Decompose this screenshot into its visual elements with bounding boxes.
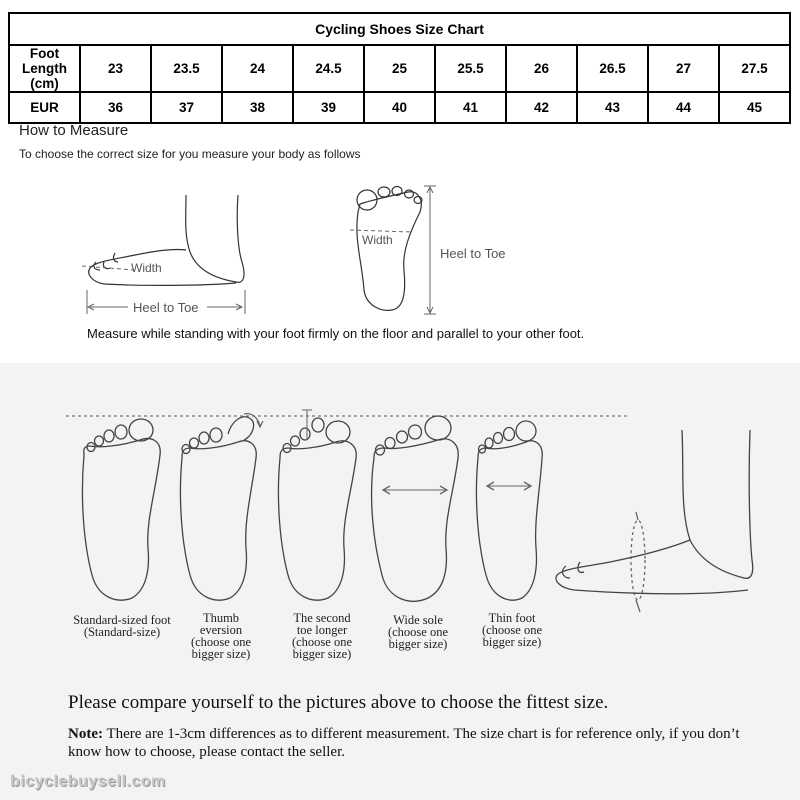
side-heel-to-toe-label: Heel to Toe bbox=[133, 300, 199, 315]
standard-foot-illustration bbox=[82, 419, 160, 600]
foot-length-cell: 23.5 bbox=[151, 45, 222, 92]
second-toe-longer-caption: The second toe longer (choose one bigger size) bbox=[291, 611, 353, 661]
thin-foot-illustration bbox=[476, 421, 542, 600]
side-width-label: Width bbox=[131, 261, 162, 275]
eur-cell: 45 bbox=[719, 92, 790, 123]
wide-sole-caption: Wide sole (choose one bigger size) bbox=[387, 613, 449, 651]
eur-cell: 40 bbox=[364, 92, 435, 123]
wide-sole-foot-illustration bbox=[372, 416, 459, 601]
how-to-measure-title: How to Measure bbox=[19, 122, 129, 139]
foot-length-cell: 24 bbox=[222, 45, 293, 92]
thin-foot-caption: Thin foot (choose one bigger size) bbox=[481, 611, 543, 649]
eur-cell: 39 bbox=[293, 92, 364, 123]
eur-header: EUR bbox=[9, 92, 80, 123]
foot-length-cell: 24.5 bbox=[293, 45, 364, 92]
thumb-eversion-caption: Thumb eversion (choose one bigger size) bbox=[190, 611, 252, 661]
note-label: Note: bbox=[68, 726, 103, 742]
compare-instruction: Please compare yourself to the pictures above to choose the fittest size. bbox=[68, 692, 609, 713]
foot-length-cell: 26.5 bbox=[577, 45, 648, 92]
watermark: bicyclebuysell.com bbox=[10, 773, 166, 790]
eur-cell: 36 bbox=[80, 92, 151, 123]
foot-length-cell: 27.5 bbox=[719, 45, 790, 92]
foot-length-cell: 23 bbox=[80, 45, 151, 92]
sole-width-label: Width bbox=[362, 233, 393, 247]
measure-instruction: Measure while standing with your foot firmly on the floor and parallel to your other foot. bbox=[87, 326, 585, 341]
note-body: There are 1-3cm differences as to different measurement. The size chart is for reference only, if you don’t know how to choose, please contact the seller. bbox=[68, 726, 740, 760]
thumb-eversion-foot-illustration bbox=[180, 414, 263, 601]
how-to-measure-subtitle: To choose the correct size for you measure your body as follows bbox=[19, 147, 361, 161]
eur-cell: 41 bbox=[435, 92, 506, 123]
size-chart-title: Cycling Shoes Size Chart bbox=[9, 13, 790, 45]
second-toe-longer-foot-illustration bbox=[278, 410, 356, 600]
standard-foot-caption: Standard-sized foot (Standard-size) bbox=[73, 613, 171, 639]
size-note bbox=[68, 725, 748, 761]
foot-length-cell: 27 bbox=[648, 45, 719, 92]
foot-length-cell: 25 bbox=[364, 45, 435, 92]
foot-length-cell: 25.5 bbox=[435, 45, 506, 92]
foot-length-header: Foot Length (cm) bbox=[9, 45, 80, 92]
eur-cell: 37 bbox=[151, 92, 222, 123]
foot-length-cell: 26 bbox=[506, 45, 577, 92]
eur-cell: 43 bbox=[577, 92, 648, 123]
eur-cell: 38 bbox=[222, 92, 293, 123]
eur-cell: 42 bbox=[506, 92, 577, 123]
sole-heel-to-toe-label: Heel to Toe bbox=[440, 246, 506, 261]
eur-cell: 44 bbox=[648, 92, 719, 123]
side-view-foot-with-tape bbox=[556, 430, 753, 612]
